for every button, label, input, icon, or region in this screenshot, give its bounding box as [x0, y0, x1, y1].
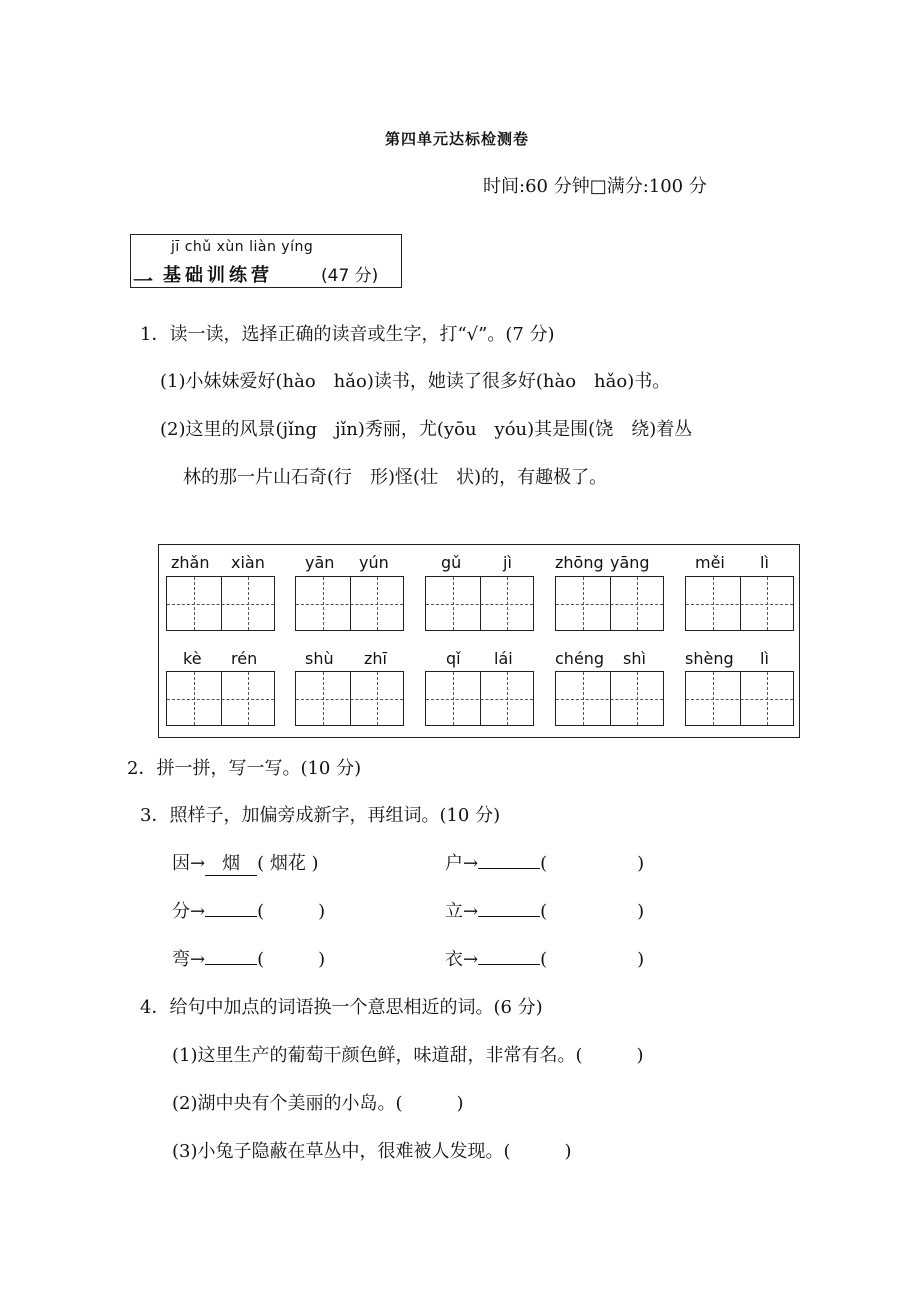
q3-blank[interactable]	[478, 916, 540, 917]
q3-item-char: 户→	[445, 853, 479, 874]
question-1-item-2-cont: 林的那一片山石奇(行 形)怪(壮 状)的，有趣极了。	[183, 467, 608, 488]
q3-item-li	[445, 897, 644, 923]
writing-cells[interactable]	[166, 671, 275, 726]
q3-item-paren: ( )	[540, 853, 645, 874]
q3-item-paren: ( )	[540, 949, 645, 970]
section-pinyin: jī chǔ xùn liàn yíng	[171, 239, 314, 255]
q3-item-hu	[445, 849, 644, 875]
q3-item-wan	[172, 945, 325, 971]
question-4-item-1: (1)这里生产的葡萄干颜色鲜，味道甜，非常有名。( )	[172, 1045, 644, 1066]
q3-blank[interactable]	[478, 964, 540, 965]
pinyin-label: lái	[494, 649, 513, 668]
pinyin-label: shèng	[685, 649, 734, 668]
q3-item-char: 衣→	[445, 949, 479, 970]
pinyin-label: zhōng	[555, 553, 604, 572]
pinyin-label: xiàn	[231, 553, 265, 572]
q3-blank[interactable]	[205, 916, 257, 917]
q3-example-answer: 烟	[205, 849, 257, 876]
question-1-item-2: (2)这里的风景(jǐng jǐn)秀丽，尤(yōu yóu)其是围(饶 绕)着丛	[160, 419, 693, 440]
writing-cells[interactable]	[685, 576, 794, 631]
pinyin-label: rén	[231, 649, 258, 668]
q3-item-paren: ( )	[257, 901, 326, 922]
writing-cells[interactable]	[685, 671, 794, 726]
pinyin-label: gǔ	[441, 553, 462, 572]
writing-cells[interactable]	[166, 576, 275, 631]
q3-item-char: 立→	[445, 901, 479, 922]
pinyin-label: yāng	[610, 553, 650, 572]
section-score: (47 分)	[321, 266, 379, 286]
section-header-box	[130, 234, 402, 293]
q3-item-fen	[172, 897, 325, 923]
pinyin-label: zhǎn	[171, 553, 210, 572]
question-2-stem: 2．拼一拼，写一写。(10 分)	[127, 758, 362, 779]
writing-cells[interactable]	[555, 671, 664, 726]
pinyin-label: qǐ	[446, 649, 461, 668]
q3-example-char: 因→	[172, 853, 206, 874]
q3-item-paren: ( )	[257, 949, 326, 970]
question-4-stem: 4．给句中加点的词语换一个意思相近的词。(6 分)	[140, 997, 543, 1018]
q3-blank[interactable]	[205, 964, 257, 965]
time-score-info: 时间:60 分钟□满分:100 分	[483, 176, 707, 197]
q3-example-word: ( 烟花 )	[257, 853, 319, 874]
page-title: 第四单元达标检测卷	[385, 130, 530, 148]
question-4-item-3: (3)小兔子隐蔽在草丛中，很难被人发现。( )	[172, 1141, 572, 1162]
pinyin-label: yān	[305, 553, 335, 572]
pinyin-label: yún	[359, 553, 389, 572]
pinyin-label: chéng	[555, 649, 605, 668]
pinyin-label: zhī	[364, 649, 387, 668]
q3-blank[interactable]	[478, 868, 540, 869]
question-3-stem: 3．照样子，加偏旁成新字，再组词。(10 分)	[140, 805, 501, 826]
question-1-item-1: (1)小妹妹爱好(hào hǎo)读书，她读了很多好(hào hǎo)书。	[160, 371, 671, 392]
writing-cells[interactable]	[425, 671, 534, 726]
question-1-stem: 1．读一读，选择正确的读音或生字，打“√”。(7 分)	[140, 324, 555, 345]
writing-cells[interactable]	[295, 576, 404, 631]
pinyin-label: lì	[760, 553, 769, 572]
q3-example	[172, 849, 319, 876]
q3-item-char: 分→	[172, 901, 206, 922]
writing-cells[interactable]	[555, 576, 664, 631]
section-title: 基础训练营	[163, 265, 273, 286]
pinyin-label: shì	[623, 649, 646, 668]
pinyin-label: jì	[503, 553, 512, 572]
q3-item-yi	[445, 945, 644, 971]
question-4-item-2: (2)湖中央有个美丽的小岛。( )	[172, 1093, 464, 1114]
q3-item-paren: ( )	[540, 901, 645, 922]
pinyin-writing-grid	[158, 544, 800, 738]
pinyin-label: kè	[183, 649, 202, 668]
q3-item-char: 弯→	[172, 949, 206, 970]
writing-cells[interactable]	[295, 671, 404, 726]
pinyin-label: lì	[760, 649, 769, 668]
pinyin-label: měi	[695, 553, 725, 572]
section-number: 一	[133, 269, 153, 293]
pinyin-label: shù	[305, 649, 334, 668]
writing-cells[interactable]	[425, 576, 534, 631]
